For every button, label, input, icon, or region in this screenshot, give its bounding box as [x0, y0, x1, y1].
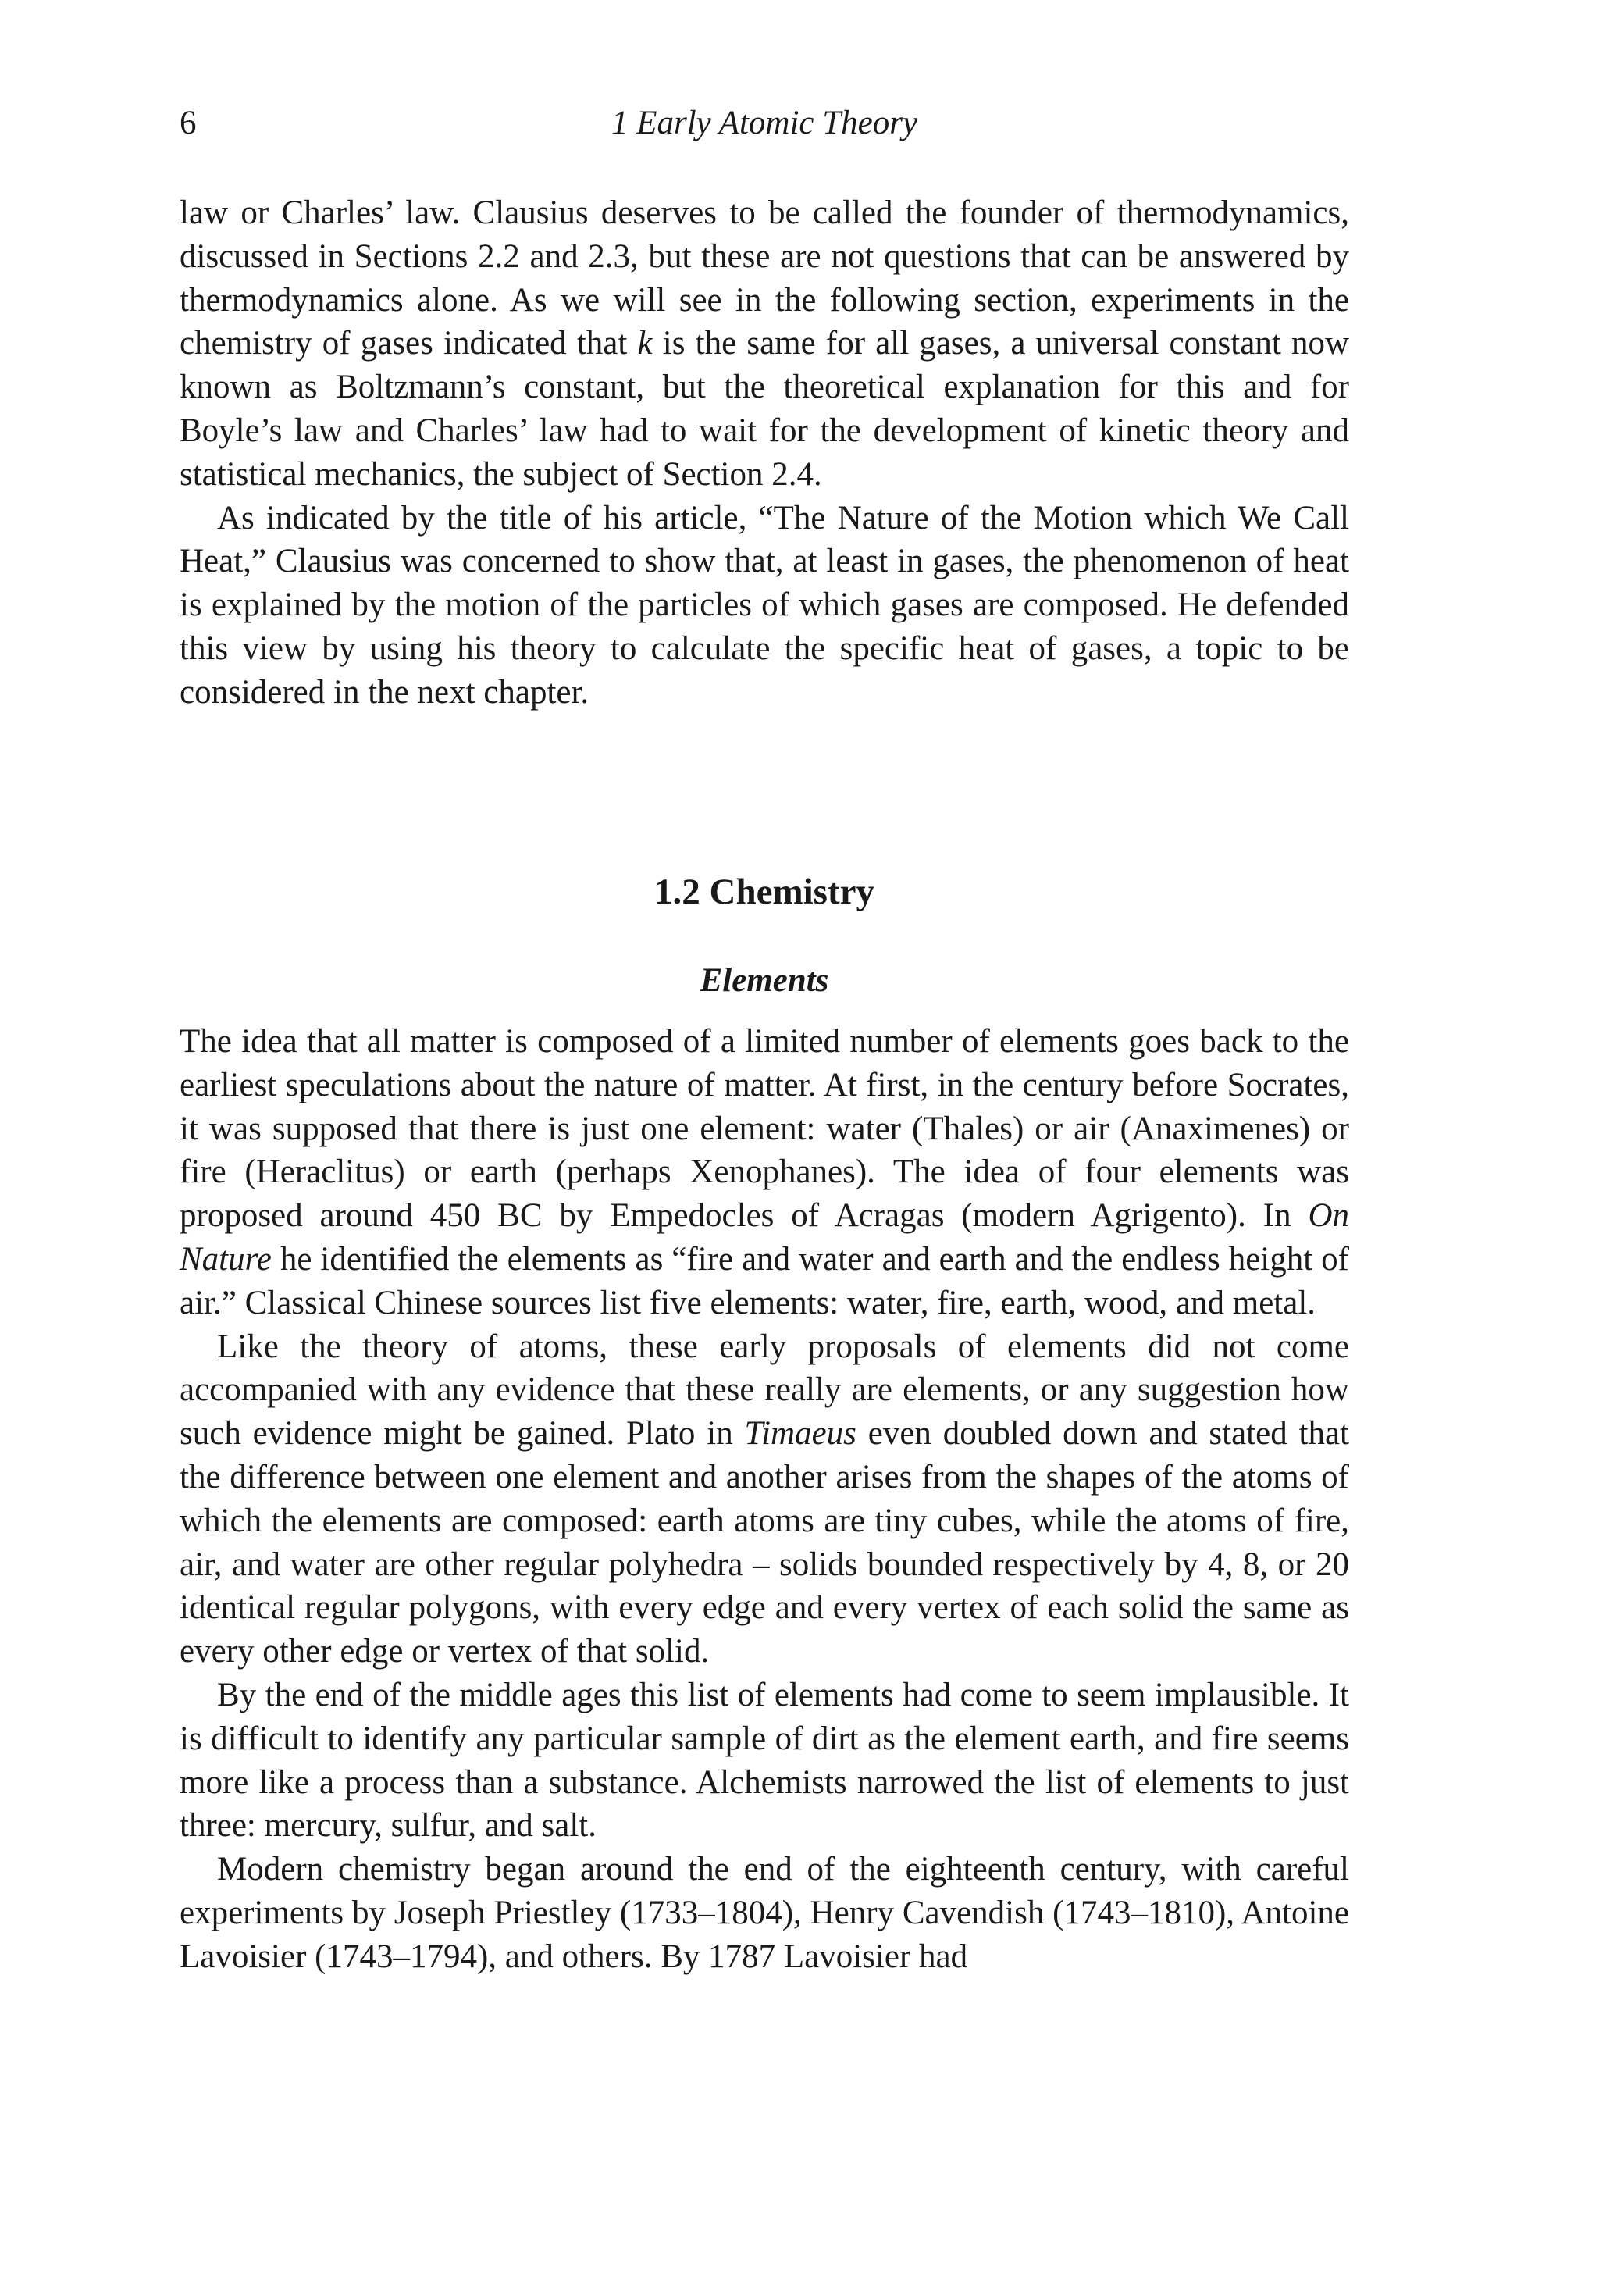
intro-text [180, 191, 1349, 715]
paragraph [180, 1325, 1349, 1674]
running-title: 1 Early Atomic Theory [611, 105, 918, 141]
paragraph-text: law or Charles’ law. Clausius deserves to be called the founder of thermodynamics, discussed in Sections 2.2 and 2.3, but these are not questions that can be answered by thermodynamics alone. As we will see in the following section, experiments in the chemistry of gases indicated that [180, 194, 1349, 362]
italic-variable: k [637, 325, 653, 362]
subsection-heading: Elements [700, 962, 829, 999]
paragraph-text: Like the theory of atoms, these early proposals of elements did not come accompanied with any evidence that these really are elements, or any suggestion how such evidence might be gained. Plato in [180, 1328, 1349, 1453]
italic-title: On Nature [180, 1197, 1350, 1278]
paragraph: Modern chemistry began around the end of the eighteenth century, with careful experiments by Joseph Priestley (1733–1804), Henry Cavendish (1743–1810), Antoine Lavoisier (1743–1794), and others. By 1787 Lavoisier had [180, 1851, 1349, 1975]
paragraph [180, 191, 1349, 497]
section-heading: 1.2 Chemistry [654, 872, 874, 912]
italic-title: Timaeus [744, 1415, 856, 1453]
running-head [180, 100, 1349, 147]
paragraph: As indicated by the title of his article, “The Nature of the Motion which We Call Heat,” Clausius was concerned to show that, at least in gases, the phenomenon of heat is explained by the motion of the particles of which gases are composed. He defended this view by using his theory to calculate the specific heat of gases, a topic to be considered in the next chapter. [180, 499, 1349, 711]
paragraph-text: even doubled down and stated that the difference between one element and another arises from the shapes of the atoms of which the elements are composed: earth atoms are tiny cubes, while the atoms of fire, air, and water are other regular polyhedra – solids bounded respectively by 4, 8, or 20 identical regular polygons, with every edge and every vertex of each solid the same as every other edge or vertex of that solid. [180, 1415, 1350, 1670]
paragraph [180, 1020, 1349, 1325]
paragraph-text: is the same for all gases, a universal constant now known as Boltzmann’s constant, but the theoretical explanation for this and for Boyle’s law and Charles’ law had to wait for the development of kinetic theory and statistical mechanics, the subject of Section 2.4. [180, 325, 1350, 493]
section-body [180, 1020, 1349, 1979]
paragraph-text: The idea that all matter is composed of a limited number of elements goes back to the earliest speculations about the nature of matter. At first, in the century before Socrates, it was supposed that there is just one element: water (Thales) or air (Anaximenes) or fire (Heraclitus) or earth (perhaps Xenophanes). The idea of four elements was proposed around 450 BC by Empedocles of Acragas (modern Agrigento). In [180, 1023, 1349, 1235]
page-number: 6 [180, 105, 197, 141]
paragraph: By the end of the middle ages this list of elements had come to seem implausible. It is difficult to identify any particular sample of dirt as the element earth, and fire seems more like a process than a substance. Alchemists narrowed the list of elements to just three: mercury, sulfur, and salt. [180, 1676, 1349, 1845]
paragraph-text: he identified the elements as “fire and water and earth and the endless height of air.” Classical Chinese sources list five elements: water, fire, earth, wood, and metal. [180, 1240, 1349, 1321]
